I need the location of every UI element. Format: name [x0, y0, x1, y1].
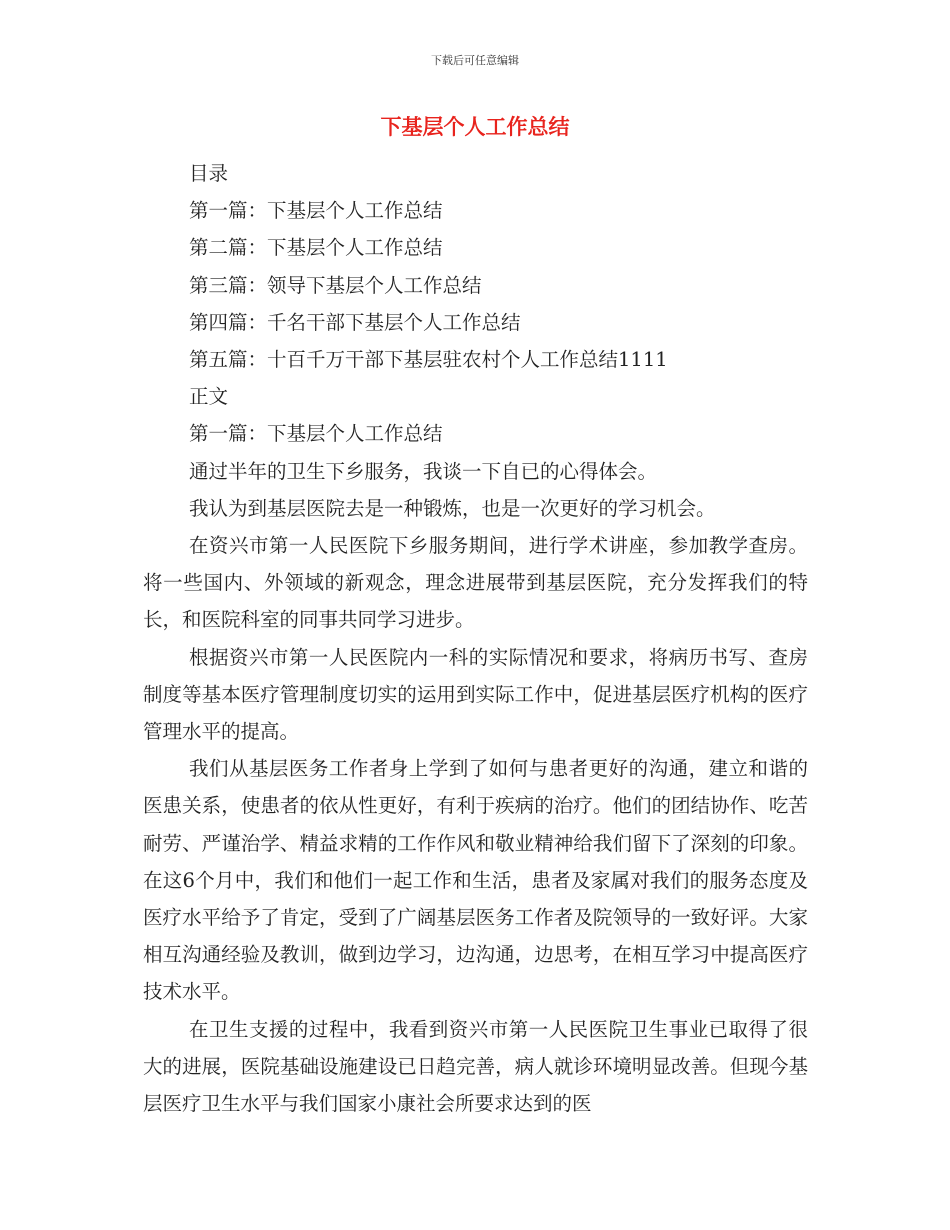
toc-item-1: 第一篇：下基层个人工作总结	[189, 199, 443, 223]
paragraph-4: 根据资兴市第一人民医院内一科的实际情况和要求，将病历书写、查房制度等基本医疗管理制度切实的运用到实际工作中，促进基层医疗机构的医疗管理水平的提高。	[143, 645, 808, 744]
document-body	[143, 155, 808, 1122]
paragraph-1: 通过半年的卫生下乡服务，我谈一下自已的心得体会。	[189, 459, 658, 483]
section-title: 第一篇：下基层个人工作总结	[189, 422, 443, 446]
toc-item-2: 第二篇：下基层个人工作总结	[189, 236, 443, 260]
page-header-note: 下载后可任意编辑	[431, 54, 519, 67]
toc-item-5: 第五篇：十百千万干部下基层驻农村个人工作总结1111	[189, 348, 668, 372]
paragraph-5: 我们从基层医务工作者身上学到了如何与患者更好的沟通，建立和谐的医患关系，使患者的依从性更好，有利于疾病的治疗。他们的团结协作、吃苦耐劳、严谨治学、精益求精的工作作风和敬业精神给我们留下了深刻的印象。在这6个月中，我们和他们一起工作和生活，患者及家属对我们的服务态度及医疗水平给予了肯定，受到了广阔基层医务工作者及院领导的一致好评。大家相互沟通经验及教训，做到边学习，边沟通，边思考，在相互学习中提高医疗技术水平。	[143, 757, 808, 1004]
toc-item-4: 第四篇：千名干部下基层个人工作总结	[189, 310, 521, 334]
body-heading: 正文	[189, 385, 229, 409]
toc-heading: 目录	[189, 162, 229, 185]
toc-item-3: 第三篇：领导下基层个人工作总结	[189, 273, 482, 297]
paragraph-6: 在卫生支援的过程中，我看到资兴市第一人民医院卫生事业已取得了很大的进展，医院基础设施建设已日趋完善，病人就诊环境明显改善。但现今基层医疗卫生水平与我们国家小康社会所要求达到的医	[143, 1017, 808, 1116]
paragraph-3: 在资兴市第一人民医院下乡服务期间，进行学术讲座，参加教学查房。将一些国内、外领域的新观念，理念进展带到基层医院，充分发挥我们的特长，和医院科室的同事共同学习进步。	[143, 534, 808, 632]
paragraph-2: 我认为到基层医院去是一种锻炼，也是一次更好的学习机会。	[189, 496, 716, 520]
document-title: 下基层个人工作总结	[380, 114, 570, 139]
